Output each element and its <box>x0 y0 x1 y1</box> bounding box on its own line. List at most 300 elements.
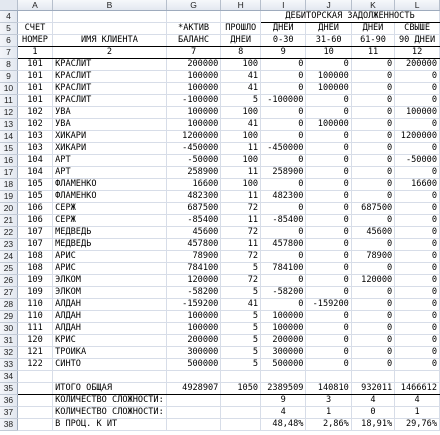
cell-days-31-60[interactable]: 0 <box>306 275 351 287</box>
cell-account-number[interactable]: 102 <box>17 107 52 119</box>
cell-days-0-30[interactable]: 0 <box>261 71 306 83</box>
cell-days-61-90[interactable]: 120000 <box>351 275 394 287</box>
cell-days-0-30[interactable]: 500000 <box>261 359 306 371</box>
column-header-H[interactable]: H <box>221 0 261 11</box>
cell-days-31-60[interactable]: 0 <box>306 107 351 119</box>
cell[interactable] <box>221 11 261 23</box>
cell-days-passed[interactable]: 100 <box>221 179 261 191</box>
row-header[interactable]: 38 <box>0 419 17 431</box>
cell-days-61-90[interactable]: 0 <box>351 131 394 143</box>
cell-days-0-30[interactable]: 0 <box>261 179 306 191</box>
cell-client-name[interactable]: АРТ <box>53 167 167 179</box>
cell-days-61-90[interactable] <box>351 371 394 383</box>
cell-client-name[interactable]: СИНТО <box>53 359 167 371</box>
cell-days-0-30[interactable]: 0 <box>261 203 306 215</box>
cell-days-61-90[interactable]: 0 <box>351 359 394 371</box>
row-header[interactable]: 16 <box>0 155 17 167</box>
cell-active-balance[interactable]: 1200000 <box>166 131 221 143</box>
cell-account-number[interactable]: 103 <box>17 143 52 155</box>
row-header[interactable]: 14 <box>0 131 17 143</box>
cell-days-0-30[interactable]: 0 <box>261 59 306 71</box>
row-header[interactable]: 11 <box>0 95 17 107</box>
cell-days-passed[interactable]: 72 <box>221 227 261 239</box>
cell-days-passed[interactable]: 11 <box>221 215 261 227</box>
column-number-cell[interactable]: 10 <box>306 47 351 59</box>
cell-over-90-days[interactable]: -50000 <box>395 155 440 167</box>
cell-account-number[interactable]: 110 <box>17 299 52 311</box>
row-header[interactable]: 15 <box>0 143 17 155</box>
cell-account-number[interactable]: 101 <box>17 59 52 71</box>
cell-days-61-90[interactable]: 0 <box>351 167 394 179</box>
header-cell[interactable]: 90 ДНЕЙ <box>395 35 440 47</box>
row-header[interactable]: 13 <box>0 119 17 131</box>
cell-days-passed[interactable]: 5 <box>221 323 261 335</box>
summary-value[interactable]: 4928907 <box>166 383 221 395</box>
cell-days-0-30[interactable]: 300000 <box>261 347 306 359</box>
cell-over-90-days[interactable]: 0 <box>395 287 440 299</box>
column-header-L[interactable]: L <box>395 0 440 11</box>
cell-active-balance[interactable]: 100000 <box>166 107 221 119</box>
row-header[interactable]: 17 <box>0 167 17 179</box>
header-cell[interactable]: ДНЕЙ <box>351 23 394 35</box>
cell-days-0-30[interactable]: 100000 <box>261 323 306 335</box>
cell-active-balance[interactable]: 100000 <box>166 311 221 323</box>
cell-days-61-90[interactable]: 0 <box>351 215 394 227</box>
header-cell[interactable]: ДНЕЙ <box>261 23 306 35</box>
cell-days-passed[interactable]: 5 <box>221 335 261 347</box>
summary-label[interactable]: КОЛИЧЕСТВО СЛОЖНОСТИ: <box>53 395 167 407</box>
cell-client-name[interactable]: УВА <box>53 107 167 119</box>
column-number-cell[interactable]: 8 <box>221 47 261 59</box>
summary-value[interactable]: 932011 <box>351 383 394 395</box>
summary-label[interactable]: В ПРОЦ. К ИТ <box>53 419 167 431</box>
summary-label[interactable]: КОЛИЧЕСТВО СЛОЖНОСТИ: <box>53 407 167 419</box>
cell-over-90-days[interactable]: 0 <box>395 215 440 227</box>
cell-client-name[interactable]: АРТ <box>53 155 167 167</box>
summary-value[interactable]: 1466612 <box>395 383 440 395</box>
cell-active-balance[interactable]: 200000 <box>166 59 221 71</box>
cell-client-name[interactable]: ФЛАМЕНКО <box>53 191 167 203</box>
cell-days-31-60[interactable]: 0 <box>306 215 351 227</box>
summary-value[interactable]: 3 <box>306 395 351 407</box>
header-cell[interactable]: СЧЕТ <box>17 23 52 35</box>
cell-client-name[interactable]: КРАСЛИТ <box>53 59 167 71</box>
cell-days-0-30[interactable]: -58200 <box>261 287 306 299</box>
cell-client-name[interactable]: АЛДАН <box>53 323 167 335</box>
row-header[interactable]: 21 <box>0 215 17 227</box>
cell-days-0-30[interactable]: 0 <box>261 155 306 167</box>
cell-days-31-60[interactable]: 0 <box>306 179 351 191</box>
cell-active-balance[interactable]: 100000 <box>166 83 221 95</box>
cell-days-61-90[interactable]: 0 <box>351 347 394 359</box>
cell-days-31-60[interactable]: 0 <box>306 203 351 215</box>
cell-active-balance[interactable]: -159200 <box>166 299 221 311</box>
cell-days-31-60[interactable]: 0 <box>306 239 351 251</box>
cell-client-name[interactable]: КРАСЛИТ <box>53 83 167 95</box>
cell-client-name[interactable]: АЛДАН <box>53 311 167 323</box>
cell-account-number[interactable]: 102 <box>17 119 52 131</box>
cell-days-61-90[interactable]: 45600 <box>351 227 394 239</box>
cell[interactable] <box>17 395 52 407</box>
cell[interactable] <box>17 383 52 395</box>
cell-active-balance[interactable]: 78900 <box>166 251 221 263</box>
cell-active-balance[interactable]: 300000 <box>166 347 221 359</box>
cell-days-61-90[interactable]: 0 <box>351 155 394 167</box>
cell-days-0-30[interactable]: 457800 <box>261 239 306 251</box>
header-cell[interactable]: 61-90 <box>351 35 394 47</box>
cell-over-90-days[interactable]: 0 <box>395 239 440 251</box>
cell-days-passed[interactable]: 5 <box>221 263 261 275</box>
cell[interactable] <box>17 419 52 431</box>
header-cell[interactable]: ДНЕЙ <box>306 23 351 35</box>
summary-value[interactable] <box>221 407 261 419</box>
cell-active-balance[interactable]: -450000 <box>166 143 221 155</box>
header-cell[interactable]: 0-30 <box>261 35 306 47</box>
cell-days-0-30[interactable]: 258900 <box>261 167 306 179</box>
column-header-A[interactable]: A <box>17 0 52 11</box>
cell[interactable] <box>53 11 167 23</box>
cell-days-61-90[interactable]: 0 <box>351 287 394 299</box>
cell-days-passed[interactable]: 100 <box>221 131 261 143</box>
cell-client-name[interactable]: МЕДВЕДЬ <box>53 239 167 251</box>
cell-account-number[interactable] <box>17 371 52 383</box>
cell-days-0-30[interactable]: 0 <box>261 119 306 131</box>
cell-client-name[interactable]: ФЛАМЕНКО <box>53 179 167 191</box>
cell-over-90-days[interactable]: 0 <box>395 263 440 275</box>
summary-value[interactable]: 48,48% <box>261 419 306 431</box>
cell-account-number[interactable]: 105 <box>17 191 52 203</box>
cell-active-balance[interactable]: 100000 <box>166 71 221 83</box>
row-header[interactable]: 32 <box>0 347 17 359</box>
cell-client-name[interactable]: КРАСЛИТ <box>53 95 167 107</box>
cell-days-61-90[interactable]: 0 <box>351 71 394 83</box>
cell-days-passed[interactable]: 100 <box>221 155 261 167</box>
cell-days-passed[interactable]: 11 <box>221 143 261 155</box>
summary-value[interactable] <box>221 395 261 407</box>
row-header[interactable]: 31 <box>0 335 17 347</box>
summary-value[interactable]: 1 <box>395 407 440 419</box>
cell-client-name[interactable]: АРИС <box>53 263 167 275</box>
cell-account-number[interactable]: 110 <box>17 311 52 323</box>
summary-value[interactable]: 18,91% <box>351 419 394 431</box>
cell-days-passed[interactable]: 5 <box>221 287 261 299</box>
cell-active-balance[interactable]: 100000 <box>166 119 221 131</box>
cell-account-number[interactable]: 120 <box>17 335 52 347</box>
summary-value[interactable] <box>221 419 261 431</box>
header-cell[interactable]: ДНЕЙ <box>221 35 261 47</box>
cell-over-90-days[interactable]: 0 <box>395 119 440 131</box>
cell-over-90-days[interactable]: 0 <box>395 167 440 179</box>
header-cell[interactable]: *АКТИВ <box>166 23 221 35</box>
cell-days-61-90[interactable]: 0 <box>351 143 394 155</box>
cell-days-passed[interactable]: 41 <box>221 71 261 83</box>
cell-days-31-60[interactable]: 0 <box>306 263 351 275</box>
cell-days-61-90[interactable]: 0 <box>351 323 394 335</box>
summary-value[interactable]: 4 <box>395 395 440 407</box>
cell-days-31-60[interactable]: 0 <box>306 359 351 371</box>
cell-days-61-90[interactable]: 0 <box>351 83 394 95</box>
select-all-corner[interactable] <box>0 0 17 11</box>
cell-account-number[interactable]: 105 <box>17 179 52 191</box>
cell-days-passed[interactable]: 100 <box>221 107 261 119</box>
cell-days-61-90[interactable]: 0 <box>351 299 394 311</box>
cell-days-0-30[interactable]: 0 <box>261 275 306 287</box>
cell-over-90-days[interactable]: 0 <box>395 203 440 215</box>
cell-days-31-60[interactable]: 0 <box>306 59 351 71</box>
cell-active-balance[interactable]: 687500 <box>166 203 221 215</box>
header-cell[interactable]: ИМЯ КЛИЕНТА <box>53 35 167 47</box>
row-header[interactable]: 20 <box>0 203 17 215</box>
cell-days-0-30[interactable]: 200000 <box>261 335 306 347</box>
cell-days-31-60[interactable]: 0 <box>306 287 351 299</box>
receivables-title[interactable]: ДЕБИТОРСКАЯ ЗАДОЛЖЕННОСТЬ <box>261 11 440 23</box>
summary-value[interactable]: 2389509 <box>261 383 306 395</box>
cell-account-number[interactable]: 106 <box>17 203 52 215</box>
cell-days-0-30[interactable]: -450000 <box>261 143 306 155</box>
cell-over-90-days[interactable]: 0 <box>395 359 440 371</box>
cell-client-name[interactable]: АРИС <box>53 251 167 263</box>
cell-active-balance[interactable]: -85400 <box>166 215 221 227</box>
summary-value[interactable] <box>166 407 221 419</box>
row-header[interactable]: 36 <box>0 395 17 407</box>
cell-days-0-30[interactable]: -100000 <box>261 95 306 107</box>
cell-account-number[interactable]: 107 <box>17 227 52 239</box>
cell-days-passed[interactable]: 5 <box>221 95 261 107</box>
cell-over-90-days[interactable]: 200000 <box>395 59 440 71</box>
column-number-cell[interactable]: 11 <box>351 47 394 59</box>
cell-client-name[interactable]: КРИС <box>53 335 167 347</box>
summary-value[interactable]: 2,86% <box>306 419 351 431</box>
column-number-cell[interactable]: 2 <box>53 47 167 59</box>
cell-over-90-days[interactable]: 0 <box>395 347 440 359</box>
cell-days-0-30[interactable]: 100000 <box>261 311 306 323</box>
cell-active-balance[interactable]: 16600 <box>166 179 221 191</box>
header-cell[interactable]: НОМЕР <box>17 35 52 47</box>
cell-client-name[interactable]: ХИКАРИ <box>53 143 167 155</box>
cell-days-passed[interactable]: 41 <box>221 83 261 95</box>
cell[interactable] <box>17 11 52 23</box>
cell-over-90-days[interactable]: 0 <box>395 143 440 155</box>
cell-client-name[interactable]: СЕРЖ <box>53 215 167 227</box>
cell-days-passed[interactable]: 11 <box>221 239 261 251</box>
cell-days-0-30[interactable]: 0 <box>261 251 306 263</box>
summary-value[interactable]: 4 <box>261 407 306 419</box>
summary-value[interactable] <box>166 419 221 431</box>
cell-days-0-30[interactable]: 482300 <box>261 191 306 203</box>
row-header[interactable]: 4 <box>0 11 17 23</box>
row-header[interactable]: 26 <box>0 275 17 287</box>
cell-days-0-30[interactable] <box>261 371 306 383</box>
cell[interactable] <box>166 11 221 23</box>
cell-days-31-60[interactable]: 0 <box>306 191 351 203</box>
cell-days-31-60[interactable]: 0 <box>306 155 351 167</box>
column-number-cell[interactable]: 9 <box>261 47 306 59</box>
cell-over-90-days[interactable]: 0 <box>395 323 440 335</box>
cell-account-number[interactable]: 108 <box>17 251 52 263</box>
summary-value[interactable] <box>166 395 221 407</box>
cell-days-31-60[interactable] <box>306 371 351 383</box>
summary-value[interactable]: 1050 <box>221 383 261 395</box>
cell-active-balance[interactable]: 200000 <box>166 335 221 347</box>
row-header[interactable]: 29 <box>0 311 17 323</box>
cell-account-number[interactable]: 108 <box>17 263 52 275</box>
cell-client-name[interactable]: ЭЛКОМ <box>53 275 167 287</box>
summary-value[interactable]: 4 <box>351 395 394 407</box>
cell-active-balance[interactable]: 500000 <box>166 359 221 371</box>
cell-days-passed[interactable] <box>221 371 261 383</box>
cell-days-0-30[interactable]: 0 <box>261 299 306 311</box>
cell-days-61-90[interactable]: 0 <box>351 191 394 203</box>
cell-active-balance[interactable]: 482300 <box>166 191 221 203</box>
cell-active-balance[interactable]: 457800 <box>166 239 221 251</box>
cell-account-number[interactable]: 101 <box>17 83 52 95</box>
cell-days-31-60[interactable]: 0 <box>306 251 351 263</box>
cell-days-31-60[interactable]: 0 <box>306 143 351 155</box>
row-header[interactable]: 6 <box>0 35 17 47</box>
cell-over-90-days[interactable] <box>395 371 440 383</box>
cell-active-balance[interactable] <box>166 371 221 383</box>
header-cell[interactable]: СВЫШЕ <box>395 23 440 35</box>
cell-active-balance[interactable]: -50000 <box>166 155 221 167</box>
cell-account-number[interactable]: 109 <box>17 275 52 287</box>
row-header[interactable]: 8 <box>0 59 17 71</box>
cell-account-number[interactable]: 103 <box>17 131 52 143</box>
cell-over-90-days[interactable]: 0 <box>395 83 440 95</box>
cell-account-number[interactable]: 106 <box>17 215 52 227</box>
column-header-K[interactable]: K <box>351 0 394 11</box>
row-header[interactable]: 25 <box>0 263 17 275</box>
cell-account-number[interactable]: 101 <box>17 95 52 107</box>
cell-days-31-60[interactable]: 100000 <box>306 83 351 95</box>
cell-over-90-days[interactable]: 0 <box>395 95 440 107</box>
cell-days-31-60[interactable]: -159200 <box>306 299 351 311</box>
cell-days-passed[interactable]: 72 <box>221 251 261 263</box>
cell-days-31-60[interactable]: 100000 <box>306 71 351 83</box>
row-header[interactable]: 33 <box>0 359 17 371</box>
cell-client-name[interactable] <box>53 371 167 383</box>
row-header[interactable]: 18 <box>0 179 17 191</box>
row-header[interactable]: 24 <box>0 251 17 263</box>
cell-client-name[interactable]: ТРОЙКА <box>53 347 167 359</box>
row-header[interactable]: 19 <box>0 191 17 203</box>
cell-days-0-30[interactable]: 0 <box>261 131 306 143</box>
cell-over-90-days[interactable]: 0 <box>395 335 440 347</box>
column-header-B[interactable]: B <box>53 0 167 11</box>
row-header[interactable]: 34 <box>0 371 17 383</box>
cell-client-name[interactable]: МЕДВЕДЬ <box>53 227 167 239</box>
column-header-I[interactable]: I <box>261 0 306 11</box>
row-header[interactable]: 12 <box>0 107 17 119</box>
cell-active-balance[interactable]: 45600 <box>166 227 221 239</box>
column-header-J[interactable]: J <box>306 0 351 11</box>
cell-days-passed[interactable]: 5 <box>221 311 261 323</box>
cell-over-90-days[interactable]: 0 <box>395 191 440 203</box>
cell-days-passed[interactable]: 100 <box>221 59 261 71</box>
summary-value[interactable]: 29,76% <box>395 419 440 431</box>
cell-days-61-90[interactable]: 78900 <box>351 251 394 263</box>
summary-value[interactable]: 9 <box>261 395 306 407</box>
cell-active-balance[interactable]: 258900 <box>166 167 221 179</box>
cell-account-number[interactable]: 122 <box>17 359 52 371</box>
cell-days-31-60[interactable]: 0 <box>306 95 351 107</box>
cell-active-balance[interactable]: 100000 <box>166 323 221 335</box>
header-cell[interactable] <box>53 23 167 35</box>
cell-client-name[interactable]: УВА <box>53 119 167 131</box>
cell-account-number[interactable]: 111 <box>17 323 52 335</box>
cell-days-0-30[interactable]: 0 <box>261 83 306 95</box>
cell-days-61-90[interactable]: 0 <box>351 59 394 71</box>
summary-label[interactable]: ИТОГО ОБЩАЯ <box>53 383 167 395</box>
cell-days-61-90[interactable]: 687500 <box>351 203 394 215</box>
row-header[interactable]: 22 <box>0 227 17 239</box>
cell-days-0-30[interactable]: 784100 <box>261 263 306 275</box>
cell-days-61-90[interactable]: 0 <box>351 239 394 251</box>
row-header[interactable]: 35 <box>0 383 17 395</box>
cell-over-90-days[interactable]: 100000 <box>395 107 440 119</box>
cell-account-number[interactable]: 104 <box>17 155 52 167</box>
cell-days-31-60[interactable]: 0 <box>306 131 351 143</box>
cell-active-balance[interactable]: -58200 <box>166 287 221 299</box>
header-cell[interactable]: 31-60 <box>306 35 351 47</box>
cell-days-passed[interactable]: 72 <box>221 275 261 287</box>
cell-active-balance[interactable]: 120000 <box>166 275 221 287</box>
header-cell[interactable]: БАЛАНС <box>166 35 221 47</box>
cell-over-90-days[interactable]: 1200000 <box>395 131 440 143</box>
cell-days-0-30[interactable]: 0 <box>261 227 306 239</box>
cell-days-61-90[interactable]: 0 <box>351 263 394 275</box>
cell-client-name[interactable]: АЛДАН <box>53 299 167 311</box>
cell-days-passed[interactable]: 11 <box>221 191 261 203</box>
cell-client-name[interactable]: КРАСЛИТ <box>53 71 167 83</box>
row-header[interactable]: 10 <box>0 83 17 95</box>
cell-days-0-30[interactable]: -85400 <box>261 215 306 227</box>
cell-over-90-days[interactable]: 0 <box>395 311 440 323</box>
column-number-cell[interactable]: 1 <box>17 47 52 59</box>
cell-days-passed[interactable]: 11 <box>221 167 261 179</box>
cell-days-31-60[interactable]: 0 <box>306 167 351 179</box>
column-number-cell[interactable]: 12 <box>395 47 440 59</box>
cell-client-name[interactable]: ЭЛКОМ <box>53 287 167 299</box>
cell-days-61-90[interactable]: 0 <box>351 311 394 323</box>
header-cell[interactable]: ПРОШЛО <box>221 23 261 35</box>
cell-days-61-90[interactable]: 0 <box>351 335 394 347</box>
cell-active-balance[interactable]: -100000 <box>166 95 221 107</box>
summary-value[interactable]: 1 <box>306 407 351 419</box>
cell-days-61-90[interactable]: 0 <box>351 119 394 131</box>
cell-days-passed[interactable]: 41 <box>221 119 261 131</box>
cell-over-90-days[interactable]: 0 <box>395 71 440 83</box>
summary-value[interactable]: 0 <box>351 407 394 419</box>
column-header-G[interactable]: G <box>166 0 221 11</box>
cell-days-31-60[interactable]: 100000 <box>306 119 351 131</box>
cell-days-61-90[interactable]: 0 <box>351 107 394 119</box>
cell-days-passed[interactable]: 72 <box>221 203 261 215</box>
cell-days-31-60[interactable]: 0 <box>306 227 351 239</box>
cell-days-passed[interactable]: 41 <box>221 299 261 311</box>
cell-days-31-60[interactable]: 0 <box>306 347 351 359</box>
cell-account-number[interactable]: 107 <box>17 239 52 251</box>
cell-days-61-90[interactable]: 0 <box>351 95 394 107</box>
row-header[interactable]: 7 <box>0 47 17 59</box>
column-number-cell[interactable]: 7 <box>166 47 221 59</box>
cell-over-90-days[interactable]: 0 <box>395 227 440 239</box>
row-header[interactable]: 23 <box>0 239 17 251</box>
cell-active-balance[interactable]: 784100 <box>166 263 221 275</box>
cell-account-number[interactable]: 121 <box>17 347 52 359</box>
summary-value[interactable]: 140810 <box>306 383 351 395</box>
row-header[interactable]: 37 <box>0 407 17 419</box>
cell-over-90-days[interactable]: 0 <box>395 299 440 311</box>
